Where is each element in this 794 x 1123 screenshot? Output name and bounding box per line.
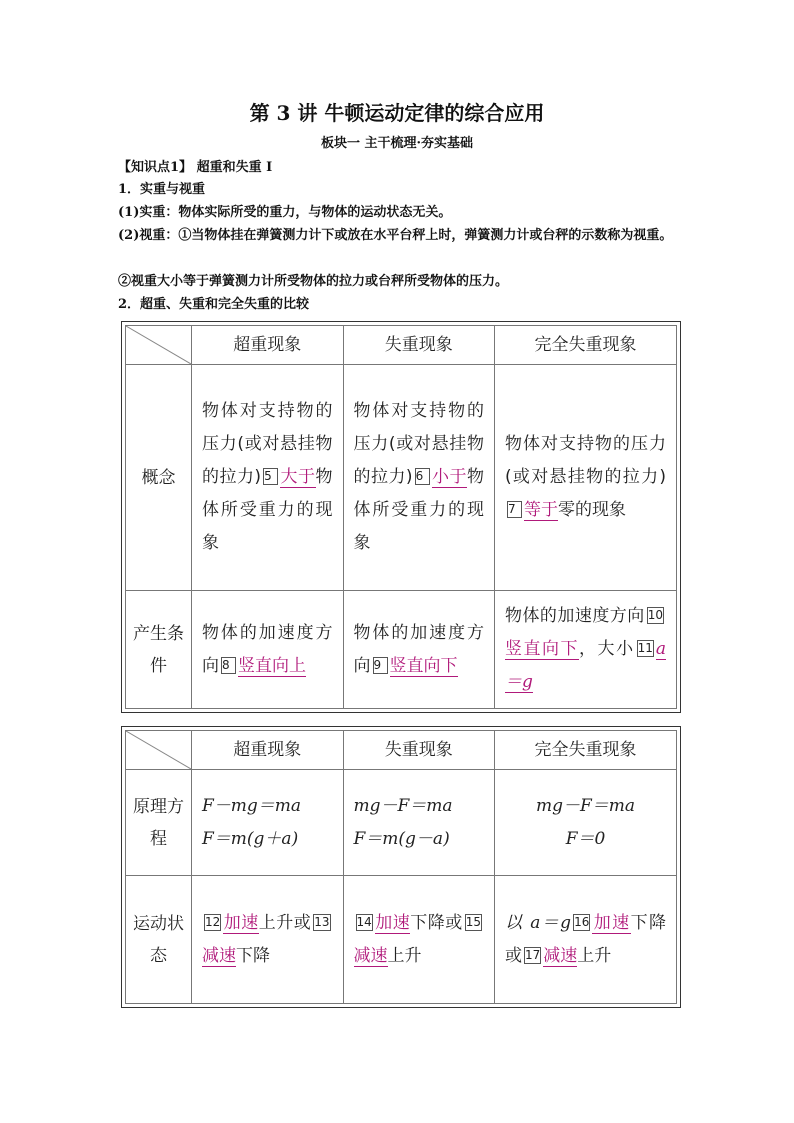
concept-weightless-tail: 物体所受重力的现象 (353, 467, 484, 553)
concept-overweight-tail: 物体所受重力的现象 (202, 467, 333, 553)
page-subtitle: 板块一 主干梳理·夯实基础 (320, 136, 474, 151)
answer-blank: 减速 (202, 945, 236, 966)
header-complete-weightless: 完全失重现象 (495, 731, 677, 770)
motion-overweight (192, 876, 344, 1004)
condition-complete-weightless (495, 591, 677, 709)
concept-complete-tail: 零的现象 (558, 500, 626, 520)
header-overweight: 超重现象 (192, 326, 344, 365)
answer-blank: 加速 (223, 912, 259, 933)
row-label-motion-state: 运动状态 (126, 876, 192, 1004)
motion-weightless (343, 876, 495, 1004)
row-label-concept: 概念 (126, 365, 192, 591)
section1-item2: (2)视重：①当物体挂在弹簧测力计下或放在水平台秤上时，弹簧测力计或台秤的示数称为视重。 (118, 228, 673, 243)
blank-number: 6 (415, 468, 430, 485)
answer-blank: 大于 (280, 467, 316, 487)
motion-text: 下降或 (505, 912, 667, 966)
equation-weightless (343, 770, 495, 876)
diagonal-header-cell (126, 326, 192, 365)
answer-blank: 减速 (353, 945, 388, 966)
blank-number: 10 (647, 608, 663, 622)
answer-blank: 小于 (431, 467, 467, 487)
answer-blank: 加速 (592, 912, 631, 933)
condition-weightless (343, 591, 495, 709)
blank-number: 14 (356, 914, 372, 929)
motion-text: 上升或 (258, 912, 312, 933)
motion-text: 上升 (387, 945, 422, 966)
diagonal-header-cell (126, 731, 192, 770)
answer-blank: 竖直向下 (505, 639, 580, 659)
motion-complete-weightless (495, 876, 677, 1004)
motion-text: 下降 (236, 945, 270, 966)
concept-complete-text: 物体对支持物的压力(或对悬挂物的拉力) (505, 434, 666, 487)
page-title: 第 3 讲 牛顿运动定律的综合应用 (249, 101, 545, 125)
blank-number: 11 (637, 641, 653, 655)
motion-text: 上升 (577, 945, 612, 966)
answer-blank: a＝g (505, 639, 667, 692)
concept-weightless-text: 物体对支持物的压力(或对悬挂物的拉力) (353, 401, 484, 487)
condition-overweight (192, 591, 344, 709)
diagonal-line (126, 326, 191, 364)
knowledge-point-heading: 【知识点1】 超重和失重 Ⅰ (118, 160, 273, 175)
blank-number: 15 (465, 914, 481, 929)
diagonal-line (126, 731, 191, 769)
concept-weightless (343, 365, 495, 591)
condition-weightless-text: 物体的加速度方向 (353, 622, 484, 676)
row-label-equation: 原理方程 (126, 770, 192, 876)
header-complete-weightless: 完全失重现象 (495, 326, 677, 365)
answer-blank: 竖直向下 (389, 655, 458, 676)
blank-number: 13 (314, 914, 330, 929)
row-label-condition: 产生条件 (126, 591, 192, 709)
concept-overweight-text: 物体对支持物的压力(或对悬挂物的拉力) (202, 401, 333, 487)
section1-item1: (1)实重：物体实际所受的重力，与物体的运动状态无关。 (118, 205, 452, 220)
header-weightless: 失重现象 (343, 731, 495, 770)
section1-item3: ②视重大小等于弹簧测力计所受物体的拉力或台秤所受物体的压力。 (118, 274, 509, 289)
concept-complete-weightless (495, 365, 677, 591)
section2-heading: 2．超重、失重和完全失重的比较 (118, 297, 310, 312)
concept-overweight (192, 365, 344, 591)
equation-overweight (192, 770, 344, 876)
motion-text: 下降或 (410, 912, 463, 933)
blank-number: 8 (221, 657, 236, 674)
answer-blank: 竖直向上 (238, 655, 306, 676)
equation-complete-weightless (495, 770, 677, 876)
condition-overweight-text: 物体的加速度方向 (202, 622, 333, 676)
comparison-table-2 (121, 726, 681, 1008)
equation-line: F＝0 (565, 828, 606, 849)
answer-blank: 等于 (524, 500, 558, 520)
equation-line: F－mg＝ma (202, 795, 302, 816)
equation-line: mg－F＝ma (353, 795, 453, 816)
equation-line: mg－F＝ma (535, 795, 636, 816)
blank-number: 7 (507, 501, 522, 518)
equation-line: F＝m(g－a) (353, 828, 450, 849)
equation-line: F＝m(g＋a) (202, 828, 299, 849)
condition-complete-mid: ，大小 (579, 639, 635, 659)
blank-number: 16 (574, 914, 590, 929)
section1-heading: 1．实重与视重 (118, 182, 206, 197)
header-overweight: 超重现象 (192, 731, 344, 770)
header-weightless: 失重现象 (343, 326, 495, 365)
blank-number: 9 (373, 657, 388, 674)
comparison-table-1 (121, 321, 681, 713)
motion-text: 以 a＝g (505, 912, 572, 933)
condition-complete-text: 物体的加速度方向 (505, 606, 645, 626)
blank-number: 12 (205, 914, 221, 929)
blank-number: 17 (525, 947, 541, 962)
answer-blank: 加速 (374, 912, 411, 933)
answer-blank: 减速 (543, 945, 578, 966)
blank-number: 5 (263, 468, 278, 485)
